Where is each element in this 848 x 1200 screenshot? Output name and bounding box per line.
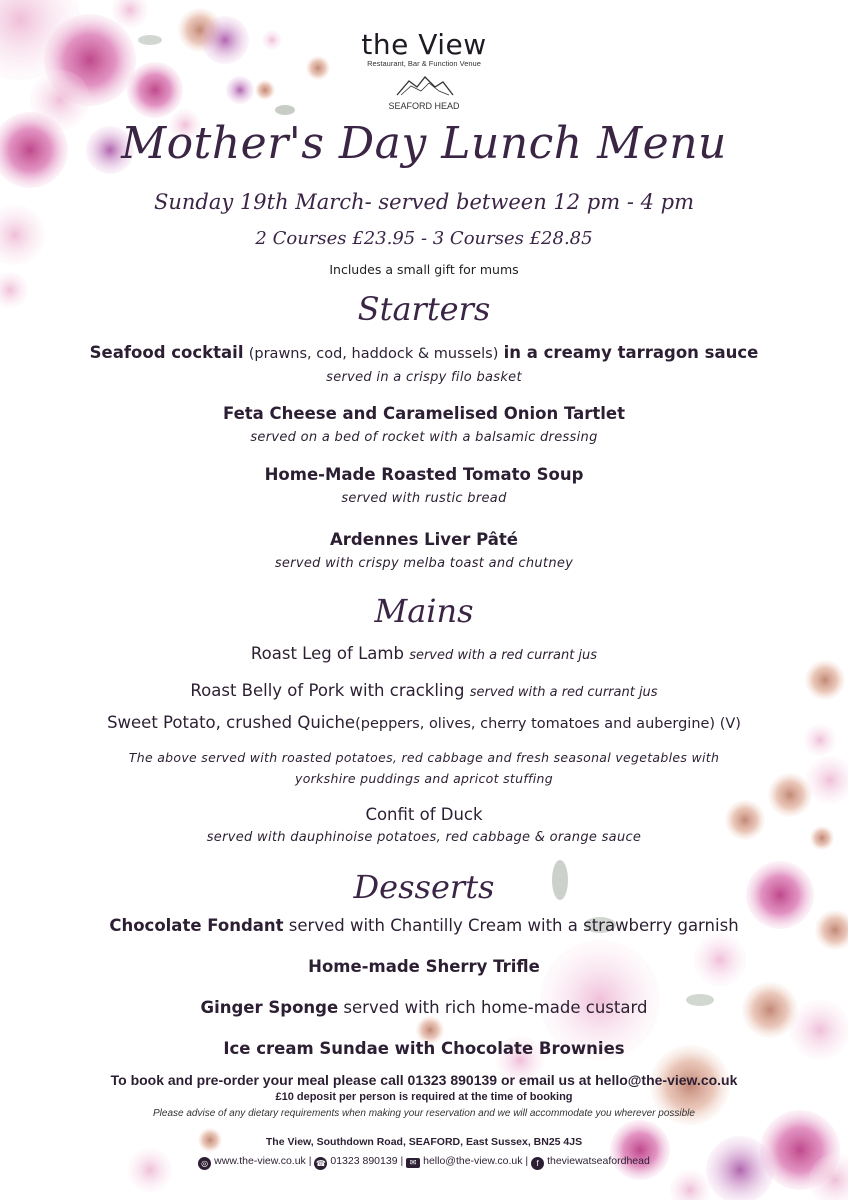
contact-bar xyxy=(0,1155,848,1170)
dish-name: Ice cream Sundae with Chocolate Brownies xyxy=(223,1039,625,1058)
dish-description: served in a crispy filo basket xyxy=(326,370,522,385)
dessert-trifle xyxy=(0,957,848,976)
section-heading-desserts: Desserts xyxy=(353,868,495,906)
starter-soup xyxy=(0,465,848,484)
social-handle[interactable]: theviewatseafordhead xyxy=(547,1155,650,1167)
dish-name: Home-Made Roasted Tomato Soup xyxy=(264,465,584,484)
email-link[interactable]: hello@the-view.co.uk xyxy=(423,1155,523,1167)
gift-note: Includes a small gift for mums xyxy=(329,262,519,277)
main-duck xyxy=(0,805,848,824)
starter-seafood xyxy=(0,343,848,362)
page-title: Mother's Day Lunch Menu xyxy=(121,118,727,169)
dish-description: served with dauphinoise potatoes, red cabbage & orange sauce xyxy=(206,830,642,845)
dish-description: served on a bed of rocket with a balsamic dressing xyxy=(250,430,598,445)
dish-description: served with a red currant jus xyxy=(409,648,598,663)
dish-description: served with Chantilly Cream with a strawberry garnish xyxy=(288,916,739,935)
dish-name: Sweet Potato, crushed Quiche xyxy=(107,713,356,732)
main-quiche xyxy=(0,713,848,732)
brand-place: SEAFORD HEAD xyxy=(388,101,460,111)
dessert-fondant xyxy=(0,916,848,935)
dessert-sundae xyxy=(0,1039,848,1058)
dish-name: Feta Cheese and Caramelised Onion Tartlet xyxy=(222,404,626,423)
main-pork xyxy=(0,681,848,700)
dish-description: served with rustic bread xyxy=(341,491,507,506)
dish-name: Chocolate Fondant xyxy=(109,916,284,935)
globe-icon: ◎ xyxy=(198,1157,211,1170)
dish-name: Ginger Sponge xyxy=(200,998,339,1017)
deposit-info: £10 deposit per person is required at the time of booking xyxy=(275,1091,573,1103)
dish-name: Roast Leg of Lamb xyxy=(250,644,404,663)
starter-tartlet xyxy=(0,404,848,423)
website-link[interactable]: www.the-view.co.uk xyxy=(214,1155,306,1167)
dish-description: served with crispy melba toast and chutney xyxy=(274,556,574,571)
dish-name: Home-made Sherry Trifle xyxy=(308,957,540,976)
main-lamb xyxy=(0,644,848,663)
dish-detail: (peppers, olives, cherry tomatoes and aubergine) (V) xyxy=(355,716,741,732)
dish-name: Ardennes Liver Pâté xyxy=(329,530,519,549)
separator: | xyxy=(525,1155,529,1167)
dietary-note: Please advise of any dietary requirements when making your reservation and we will accommodate you wherever possible xyxy=(153,1108,695,1119)
dish-description: served with a red currant jus xyxy=(469,685,658,700)
dish-name: Seafood cocktail xyxy=(89,343,244,362)
course-prices: 2 Courses £23.95 - 3 Courses £28.85 xyxy=(255,228,593,249)
brand-name: the View xyxy=(361,28,487,61)
dish-name: Roast Belly of Pork with crackling xyxy=(190,681,465,700)
mains-note-line2: yorkshire puddings and apricot stuffing xyxy=(295,771,553,786)
mail-icon: ✉ xyxy=(406,1158,420,1168)
dessert-sponge xyxy=(0,998,848,1017)
starter-pate xyxy=(0,530,848,549)
dish-detail: (prawns, cod, haddock & mussels) xyxy=(248,346,499,362)
dish-name-end: in a creamy tarragon sauce xyxy=(503,343,759,362)
phone-number[interactable]: 01323 890139 xyxy=(330,1155,398,1167)
event-date: Sunday 19th March- served between 12 pm - 4 pm xyxy=(153,190,694,214)
venue-address: The View, Southdown Road, SEAFORD, East Sussex, BN25 4JS xyxy=(265,1136,583,1148)
dish-name: Confit of Duck xyxy=(365,805,483,824)
facebook-icon: f xyxy=(531,1157,544,1170)
brand-tagline: Restaurant, Bar & Function Venue xyxy=(367,59,481,68)
section-heading-starters: Starters xyxy=(357,290,491,328)
separator: | xyxy=(400,1155,404,1167)
hills-logo-icon xyxy=(395,73,455,99)
section-heading-mains: Mains xyxy=(374,592,474,630)
booking-info: To book and pre-order your meal please call 01323 890139 or email us at hello@the-view.co.uk xyxy=(110,1072,738,1088)
dish-description: served with rich home-made custard xyxy=(343,998,648,1017)
phone-icon: ☎ xyxy=(315,1159,326,1168)
separator: | xyxy=(308,1155,312,1167)
mains-note-line1: The above served with roasted potatoes, red cabbage and fresh seasonal vegetables with xyxy=(128,750,720,765)
